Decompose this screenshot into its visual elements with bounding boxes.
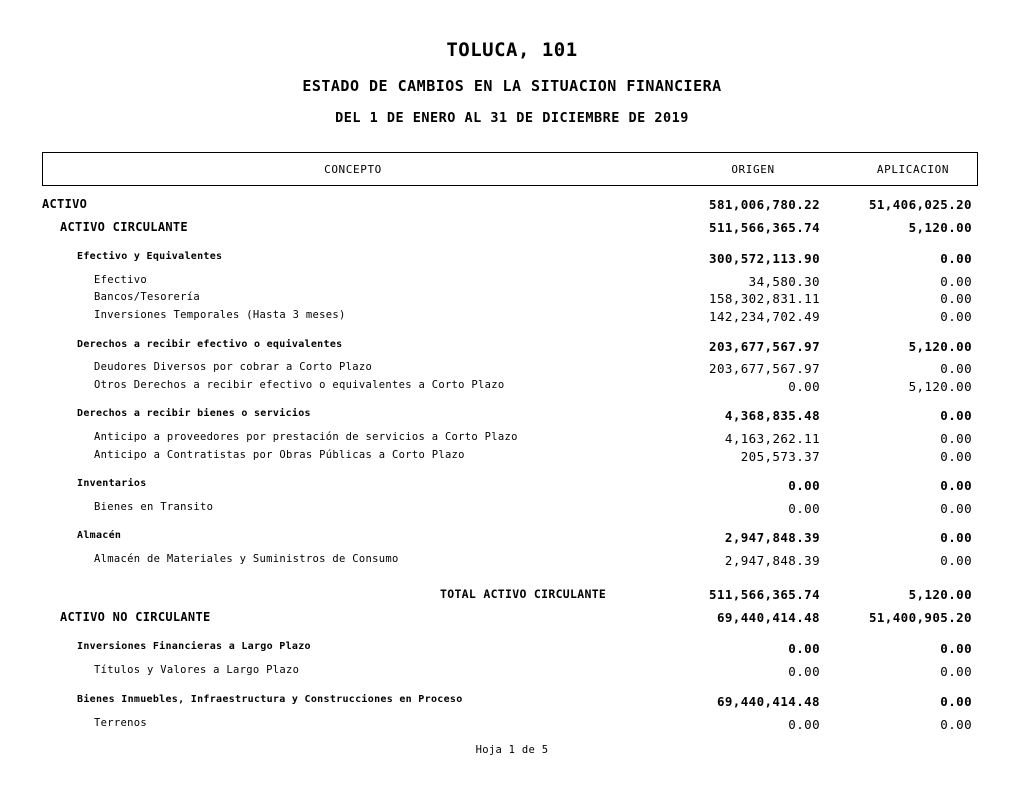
row-origin: 0.00 — [788, 717, 820, 732]
row-label: TOTAL ACTIVO CIRCULANTE — [440, 587, 607, 601]
row-label: Efectivo y Equivalentes — [77, 251, 223, 262]
report-title: ESTADO DE CAMBIOS EN LA SITUACION FINANCIERA — [302, 77, 722, 95]
column-header-box — [42, 152, 978, 186]
row-inversiones-financieras — [0, 641, 1024, 657]
row-origin: 69,440,414.48 — [716, 694, 820, 709]
row-total-activo-circulante — [0, 587, 1024, 603]
row-label: Derechos a recibir efectivo o equivalentes — [77, 339, 343, 350]
row-origin: 69,440,414.48 — [716, 610, 820, 625]
row-otros-derechos — [0, 379, 1024, 395]
row-label: Anticipo a Contratistas por Obras Públicas a Corto Plazo — [94, 449, 465, 461]
row-origin: 581,006,780.22 — [709, 197, 820, 212]
row-label: Inventarios — [77, 478, 147, 489]
row-label: Derechos a recibir bienes o servicios — [77, 408, 311, 419]
row-activo-circulante — [0, 220, 1024, 236]
row-label: ACTIVO CIRCULANTE — [60, 220, 188, 234]
row-origin: 300,572,113.90 — [709, 251, 820, 266]
row-label: Deudores Diversos por cobrar a Corto Plazo — [94, 361, 373, 373]
row-derechos-bienes — [0, 408, 1024, 424]
row-application: 0.00 — [940, 664, 972, 679]
row-derechos-efectivo — [0, 339, 1024, 355]
row-terrenos — [0, 717, 1024, 733]
row-label: Bienes en Transito — [94, 501, 214, 513]
row-application: 5,120.00 — [908, 220, 972, 235]
row-application: 5,120.00 — [908, 339, 972, 354]
entity-name: TOLUCA, 101 — [446, 39, 578, 61]
row-origin: 0.00 — [788, 379, 820, 394]
row-application: 0.00 — [940, 251, 972, 266]
row-activo — [0, 197, 1024, 213]
row-application: 0.00 — [940, 449, 972, 464]
row-efectivo-equivalentes — [0, 251, 1024, 267]
report-period: DEL 1 DE ENERO AL 31 DE DICIEMBRE DE 2019 — [335, 110, 689, 126]
row-origin: 511,566,365.74 — [709, 587, 820, 602]
column-header-application: APLICACION — [876, 163, 950, 176]
row-application: 0.00 — [940, 641, 972, 656]
row-almacen-materiales — [0, 553, 1024, 569]
row-label: Anticipo a proveedores por prestación de servicios a Corto Plazo — [94, 431, 518, 443]
row-application: 5,120.00 — [908, 587, 972, 602]
row-origin: 142,234,702.49 — [709, 309, 820, 324]
row-anticipo-contratistas — [0, 449, 1024, 465]
row-origin: 4,368,835.48 — [724, 408, 820, 423]
row-origin: 158,302,831.11 — [709, 291, 820, 306]
row-inversiones-temporales — [0, 309, 1024, 325]
row-application: 0.00 — [940, 478, 972, 493]
column-header-concept: CONCEPTO — [324, 163, 382, 176]
row-label: Almacén — [77, 530, 122, 541]
page-number: Hoja 1 de 5 — [475, 744, 549, 756]
row-application: 0.00 — [940, 553, 972, 568]
row-origin: 2,947,848.39 — [724, 553, 820, 568]
row-origin: 0.00 — [788, 501, 820, 516]
row-label: Inversiones Temporales (Hasta 3 meses) — [94, 309, 346, 321]
row-application: 0.00 — [940, 694, 972, 709]
row-bienes-inmuebles — [0, 694, 1024, 710]
row-label: Terrenos — [94, 717, 147, 729]
row-application: 51,406,025.20 — [868, 197, 972, 212]
row-almacen — [0, 530, 1024, 546]
row-efectivo — [0, 274, 1024, 290]
row-label: Bienes Inmuebles, Infraestructura y Construcciones en Proceso — [77, 694, 463, 705]
row-application: 0.00 — [940, 274, 972, 289]
row-application: 0.00 — [940, 361, 972, 376]
row-anticipo-proveedores — [0, 431, 1024, 447]
row-bienes-transito — [0, 501, 1024, 517]
row-application: 51,400,905.20 — [868, 610, 972, 625]
row-bancos — [0, 291, 1024, 307]
row-origin: 511,566,365.74 — [709, 220, 820, 235]
row-application: 0.00 — [940, 530, 972, 545]
row-deudores-diversos — [0, 361, 1024, 377]
row-label: Inversiones Financieras a Largo Plazo — [77, 641, 311, 652]
row-inventarios — [0, 478, 1024, 494]
row-application: 0.00 — [940, 717, 972, 732]
column-header-origin: ORIGEN — [731, 163, 775, 176]
row-activo-no-circulante — [0, 610, 1024, 626]
row-label: Bancos/Tesorería — [94, 291, 200, 303]
row-origin: 34,580.30 — [748, 274, 820, 289]
row-origin: 0.00 — [788, 664, 820, 679]
row-origin: 4,163,262.11 — [724, 431, 820, 446]
row-origin: 205,573.37 — [740, 449, 820, 464]
row-application: 0.00 — [940, 291, 972, 306]
row-titulos-valores — [0, 664, 1024, 680]
row-label: Almacén de Materiales y Suministros de Consumo — [94, 553, 399, 565]
row-application: 0.00 — [940, 309, 972, 324]
row-application: 0.00 — [940, 408, 972, 423]
row-origin: 0.00 — [788, 641, 820, 656]
row-label: ACTIVO NO CIRCULANTE — [60, 610, 211, 624]
row-label: Títulos y Valores a Largo Plazo — [94, 664, 300, 676]
row-origin: 203,677,567.97 — [709, 339, 820, 354]
row-application: 5,120.00 — [908, 379, 972, 394]
row-label: ACTIVO — [42, 197, 88, 211]
row-origin: 0.00 — [788, 478, 820, 493]
row-origin: 203,677,567.97 — [709, 361, 820, 376]
row-application: 0.00 — [940, 431, 972, 446]
row-label: Otros Derechos a recibir efectivo o equivalentes a Corto Plazo — [94, 379, 505, 391]
row-origin: 2,947,848.39 — [724, 530, 820, 545]
row-label: Efectivo — [94, 274, 147, 286]
row-application: 0.00 — [940, 501, 972, 516]
